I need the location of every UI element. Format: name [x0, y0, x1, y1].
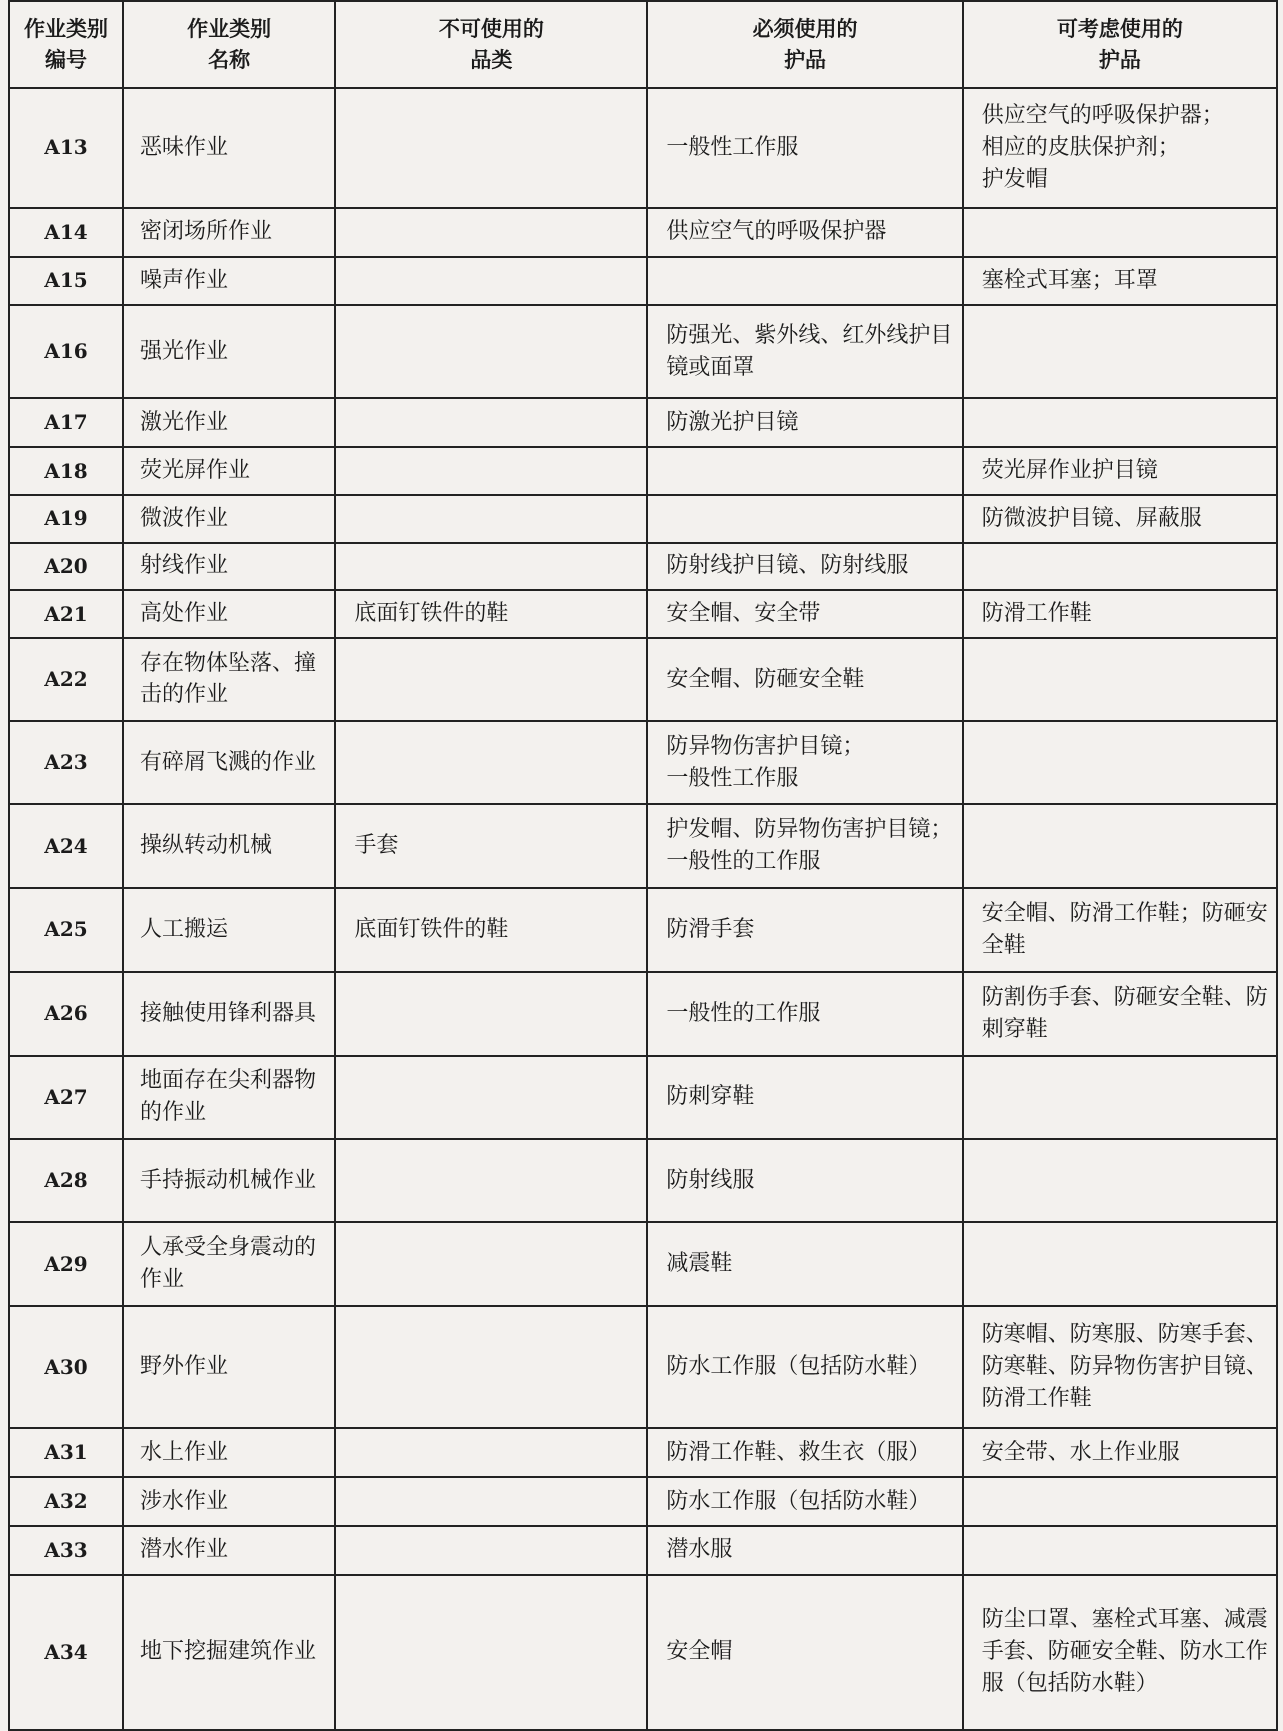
- table-row: [9, 1222, 1277, 1306]
- row-code: A17: [9, 398, 123, 447]
- row-optional: [963, 398, 1277, 447]
- table-row: [9, 398, 1277, 447]
- row-code: A13: [9, 88, 123, 208]
- row-optional: [963, 638, 1277, 721]
- row-name: 地下挖掘建筑作业: [123, 1575, 335, 1730]
- row-prohibited: [335, 208, 647, 257]
- row-optional: [963, 1139, 1277, 1222]
- row-prohibited: [335, 447, 647, 495]
- row-required: [647, 257, 962, 306]
- row-required: 防滑手套: [647, 888, 962, 971]
- row-prohibited: [335, 257, 647, 306]
- table-row: [9, 88, 1277, 208]
- row-optional: 塞栓式耳塞；耳罩: [963, 257, 1277, 306]
- row-optional: [963, 1526, 1277, 1575]
- table-row: [9, 208, 1277, 257]
- row-prohibited: 底面钉铁件的鞋: [335, 590, 647, 638]
- table-row: [9, 495, 1277, 543]
- row-name: 噪声作业: [123, 257, 335, 306]
- table-row: [9, 804, 1277, 888]
- row-code: A33: [9, 1526, 123, 1575]
- header-optional: 可考虑使用的 护品: [963, 1, 1277, 88]
- row-code: A19: [9, 495, 123, 543]
- table-row: [9, 1306, 1277, 1428]
- row-code: A26: [9, 972, 123, 1056]
- row-prohibited: [335, 1575, 647, 1730]
- row-optional: 防割伤手套、防砸安全鞋、防刺穿鞋: [963, 972, 1277, 1056]
- table-row: [9, 1575, 1277, 1730]
- row-prohibited: [335, 1222, 647, 1306]
- row-optional: 防滑工作鞋: [963, 590, 1277, 638]
- row-prohibited: [335, 305, 647, 398]
- row-required: 防刺穿鞋: [647, 1056, 962, 1139]
- row-required: 减震鞋: [647, 1222, 962, 1306]
- row-optional: 安全带、水上作业服: [963, 1428, 1277, 1477]
- table-row: [9, 1139, 1277, 1222]
- row-prohibited: [335, 398, 647, 447]
- table-header-row: [9, 1, 1277, 88]
- row-prohibited: 底面钉铁件的鞋: [335, 888, 647, 971]
- row-prohibited: [335, 543, 647, 591]
- row-required: 安全帽、安全带: [647, 590, 962, 638]
- row-name: 操纵转动机械: [123, 804, 335, 888]
- row-required: 一般性的工作服: [647, 972, 962, 1056]
- row-prohibited: [335, 1306, 647, 1428]
- row-code: A20: [9, 543, 123, 591]
- row-optional: [963, 1056, 1277, 1139]
- row-name: 射线作业: [123, 543, 335, 591]
- row-optional: [963, 721, 1277, 804]
- row-name: 潜水作业: [123, 1526, 335, 1575]
- table-row: [9, 1428, 1277, 1477]
- row-prohibited: [335, 495, 647, 543]
- row-name: 接触使用锋利器具: [123, 972, 335, 1056]
- table-row: [9, 1056, 1277, 1139]
- row-name: 涉水作业: [123, 1477, 335, 1526]
- header-prohibited: 不可使用的 品类: [335, 1, 647, 88]
- header-name: 作业类别 名称: [123, 1, 335, 88]
- row-code: A18: [9, 447, 123, 495]
- row-name: 人工搬运: [123, 888, 335, 971]
- row-required: 防异物伤害护目镜； 一般性工作服: [647, 721, 962, 804]
- row-name: 荧光屏作业: [123, 447, 335, 495]
- table-row: [9, 721, 1277, 804]
- header-required: 必须使用的 护品: [647, 1, 962, 88]
- row-code: A23: [9, 721, 123, 804]
- row-prohibited: [335, 1477, 647, 1526]
- table-row: [9, 972, 1277, 1056]
- row-optional: [963, 543, 1277, 591]
- row-optional: [963, 804, 1277, 888]
- ppe-table: [8, 0, 1278, 1731]
- row-code: A29: [9, 1222, 123, 1306]
- row-optional: [963, 1477, 1277, 1526]
- table-row: [9, 638, 1277, 721]
- row-required: 防射线护目镜、防射线服: [647, 543, 962, 591]
- row-code: A21: [9, 590, 123, 638]
- table-row: [9, 1526, 1277, 1575]
- row-required: 防水工作服（包括防水鞋）: [647, 1477, 962, 1526]
- row-code: A27: [9, 1056, 123, 1139]
- row-code: A14: [9, 208, 123, 257]
- row-optional: [963, 208, 1277, 257]
- row-code: A34: [9, 1575, 123, 1730]
- table-row: [9, 590, 1277, 638]
- row-prohibited: [335, 638, 647, 721]
- row-required: 防射线服: [647, 1139, 962, 1222]
- row-prohibited: [335, 1139, 647, 1222]
- row-required: 潜水服: [647, 1526, 962, 1575]
- row-code: A16: [9, 305, 123, 398]
- table-row: [9, 888, 1277, 971]
- row-prohibited: [335, 88, 647, 208]
- row-prohibited: [335, 1428, 647, 1477]
- row-required: 防激光护目镜: [647, 398, 962, 447]
- row-code: A31: [9, 1428, 123, 1477]
- row-required: [647, 495, 962, 543]
- row-code: A28: [9, 1139, 123, 1222]
- row-prohibited: [335, 1526, 647, 1575]
- row-code: A24: [9, 804, 123, 888]
- header-code: 作业类别 编号: [9, 1, 123, 88]
- table-row: [9, 257, 1277, 306]
- table-row: [9, 447, 1277, 495]
- row-name: 恶味作业: [123, 88, 335, 208]
- row-required: 防水工作服（包括防水鞋）: [647, 1306, 962, 1428]
- row-prohibited: [335, 1056, 647, 1139]
- row-name: 强光作业: [123, 305, 335, 398]
- row-required: 防滑工作鞋、救生衣（服）: [647, 1428, 962, 1477]
- row-optional: [963, 305, 1277, 398]
- table-row: [9, 543, 1277, 591]
- row-prohibited: 手套: [335, 804, 647, 888]
- row-optional: 安全帽、防滑工作鞋；防砸安全鞋: [963, 888, 1277, 971]
- row-code: A32: [9, 1477, 123, 1526]
- row-optional: 防尘口罩、塞栓式耳塞、减震手套、防砸安全鞋、防水工作服（包括防水鞋）: [963, 1575, 1277, 1730]
- row-optional: 荧光屏作业护目镜: [963, 447, 1277, 495]
- row-optional: 供应空气的呼吸保护器； 相应的皮肤保护剂； 护发帽: [963, 88, 1277, 208]
- row-required: 供应空气的呼吸保护器: [647, 208, 962, 257]
- row-prohibited: [335, 972, 647, 1056]
- row-name: 有碎屑飞溅的作业: [123, 721, 335, 804]
- row-code: A25: [9, 888, 123, 971]
- table-row: [9, 305, 1277, 398]
- row-name: 存在物体坠落、撞击的作业: [123, 638, 335, 721]
- row-name: 手持振动机械作业: [123, 1139, 335, 1222]
- row-name: 激光作业: [123, 398, 335, 447]
- row-name: 密闭场所作业: [123, 208, 335, 257]
- row-required: 安全帽、防砸安全鞋: [647, 638, 962, 721]
- row-code: A30: [9, 1306, 123, 1428]
- row-name: 野外作业: [123, 1306, 335, 1428]
- row-prohibited: [335, 721, 647, 804]
- row-name: 微波作业: [123, 495, 335, 543]
- row-name: 地面存在尖利器物的作业: [123, 1056, 335, 1139]
- row-code: A15: [9, 257, 123, 306]
- table-row: [9, 1477, 1277, 1526]
- row-optional: 防寒帽、防寒服、防寒手套、防寒鞋、防异物伤害护目镜、防滑工作鞋: [963, 1306, 1277, 1428]
- row-optional: 防微波护目镜、屏蔽服: [963, 495, 1277, 543]
- row-code: A22: [9, 638, 123, 721]
- row-name: 水上作业: [123, 1428, 335, 1477]
- row-name: 人承受全身震动的作业: [123, 1222, 335, 1306]
- row-required: 安全帽: [647, 1575, 962, 1730]
- row-required: 护发帽、防异物伤害护目镜；一般性的工作服: [647, 804, 962, 888]
- row-required: 防强光、紫外线、红外线护目镜或面罩: [647, 305, 962, 398]
- row-required: 一般性工作服: [647, 88, 962, 208]
- row-name: 高处作业: [123, 590, 335, 638]
- row-optional: [963, 1222, 1277, 1306]
- row-required: [647, 447, 962, 495]
